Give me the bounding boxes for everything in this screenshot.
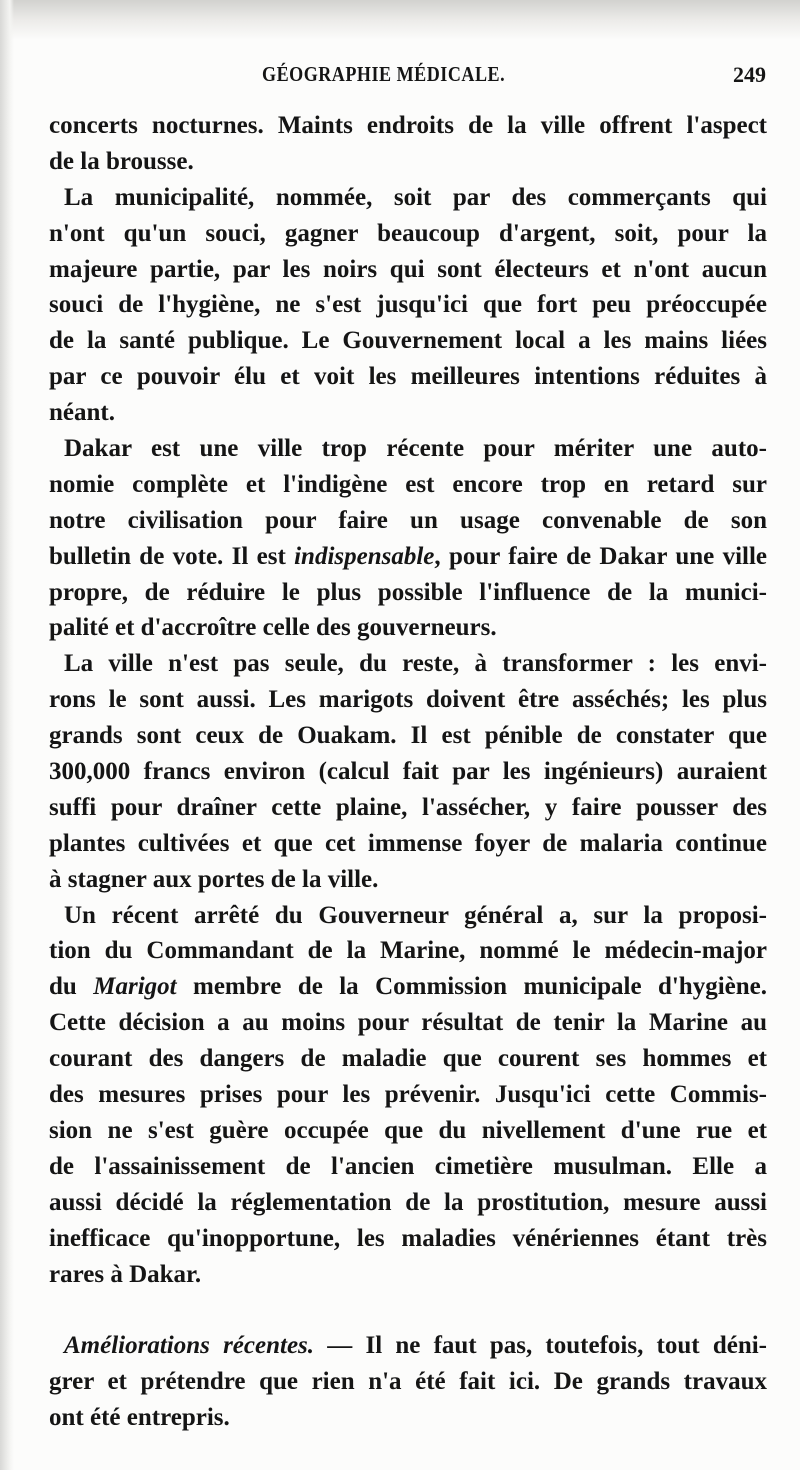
- text-segment: — Il ne faut pas, toutefois, tout déni-: [314, 1332, 767, 1360]
- text-line: sion ne s'est guère occupée que du nivellement d'une rue et: [49, 1116, 767, 1144]
- text-line: palité et d'accroître celle des gouverneurs.: [49, 614, 497, 642]
- italic-emphasis: indispensable: [294, 542, 435, 570]
- text-line: souci de l'hygiène, ne s'est jusqu'ici que fort peu préoccupée: [49, 291, 767, 319]
- text-line: à stagner aux portes de la ville.: [49, 865, 379, 893]
- text-line: [49, 969, 767, 1005]
- paragraph-start-line: La ville n'est pas seule, du reste, à transformer : les envi-: [64, 650, 767, 678]
- text-segment: , pour faire de Dakar une ville: [434, 542, 768, 570]
- text-line: grands sont ceux de Ouakam. Il est pénible de constater que: [49, 722, 767, 750]
- text-line: plantes cultivées et que cet immense foyer de malaria continue: [49, 829, 767, 857]
- text-line: tion du Commandant de la Marine, nommé le médecin-major: [49, 937, 767, 965]
- text-segment: membre de la Commission municipale d'hygiène.: [193, 973, 767, 1001]
- text-line: de l'assainissement de l'ancien cimetière musulman. Elle a: [49, 1152, 767, 1180]
- section-heading: Améliorations récentes.: [64, 1332, 315, 1360]
- text-line: Cette décision a au moins pour résultat de tenir la Marine au: [49, 1009, 767, 1037]
- paragraph-start-line: La municipalité, nommée, soit par des commerçants qui: [64, 183, 767, 211]
- text-line: des mesures prises pour les prévenir. Jusqu'ici cette Commis-: [49, 1081, 767, 1109]
- text-line: notre civilisation pour faire un usage convenable de son: [49, 506, 767, 534]
- text-line: grer et prétendre que rien n'a été fait ici. De grands travaux: [49, 1368, 767, 1396]
- text-line: rons le sont aussi. Les marigots doivent être asséchés; les plus: [49, 686, 767, 714]
- section-heading-line: [49, 1328, 767, 1364]
- body-text: [49, 108, 767, 1436]
- text-line: inefficace qu'inopportune, les maladies vénériennes étant très: [49, 1224, 767, 1252]
- text-line: [49, 539, 767, 575]
- text-line: propre, de réduire le plus possible l'influence de la munici-: [49, 578, 767, 606]
- section-gap: [49, 1292, 767, 1328]
- text-line: de la brousse.: [49, 147, 194, 175]
- scan-shadow-left: [0, 0, 14, 1470]
- paragraph-start-line: Dakar est une ville trop récente pour mériter une auto-: [64, 435, 767, 463]
- text-line: 300,000 francs environ (calcul fait par les ingénieurs) auraient: [49, 758, 767, 786]
- page-number: 249: [733, 62, 766, 87]
- running-head-title: GÉOGRAPHIE MÉDICALE.: [262, 62, 506, 86]
- text-line: par ce pouvoir élu et voit les meilleures intentions réduites à: [49, 363, 767, 391]
- text-line: n'ont qu'un souci, gagner beaucoup d'argent, soit, pour la: [49, 219, 767, 247]
- text-line: rares à Dakar.: [49, 1260, 202, 1288]
- text-line: ont été entrepris.: [49, 1404, 230, 1432]
- running-head: [50, 62, 766, 92]
- text-segment: du: [49, 973, 77, 1001]
- text-line: nomie complète et l'indigène est encore trop en retard sur: [49, 470, 767, 498]
- text-segment: bulletin de vote. Il est: [49, 542, 286, 570]
- text-line: concerts nocturnes. Maints endroits de la ville offrent l'aspect: [49, 112, 767, 139]
- scan-shadow-top: [0, 0, 800, 40]
- text-line: de la santé publique. Le Gouvernement local a les mains liées: [49, 327, 767, 355]
- text-line: majeure partie, par les noirs qui sont électeurs et n'ont aucun: [49, 255, 767, 283]
- text-line: courant des dangers de maladie que courent ses hommes et: [49, 1045, 767, 1073]
- text-line: aussi décidé la réglementation de la prostitution, mesure aussi: [49, 1188, 767, 1216]
- text-line: néant.: [49, 399, 115, 427]
- italic-ship-name: Marigot: [93, 973, 177, 1001]
- paragraph-start-line: Un récent arrêté du Gouverneur général a, sur la proposi-: [64, 901, 767, 929]
- text-line: suffi pour draîner cette plaine, l'assécher, y faire pousser des: [49, 793, 767, 821]
